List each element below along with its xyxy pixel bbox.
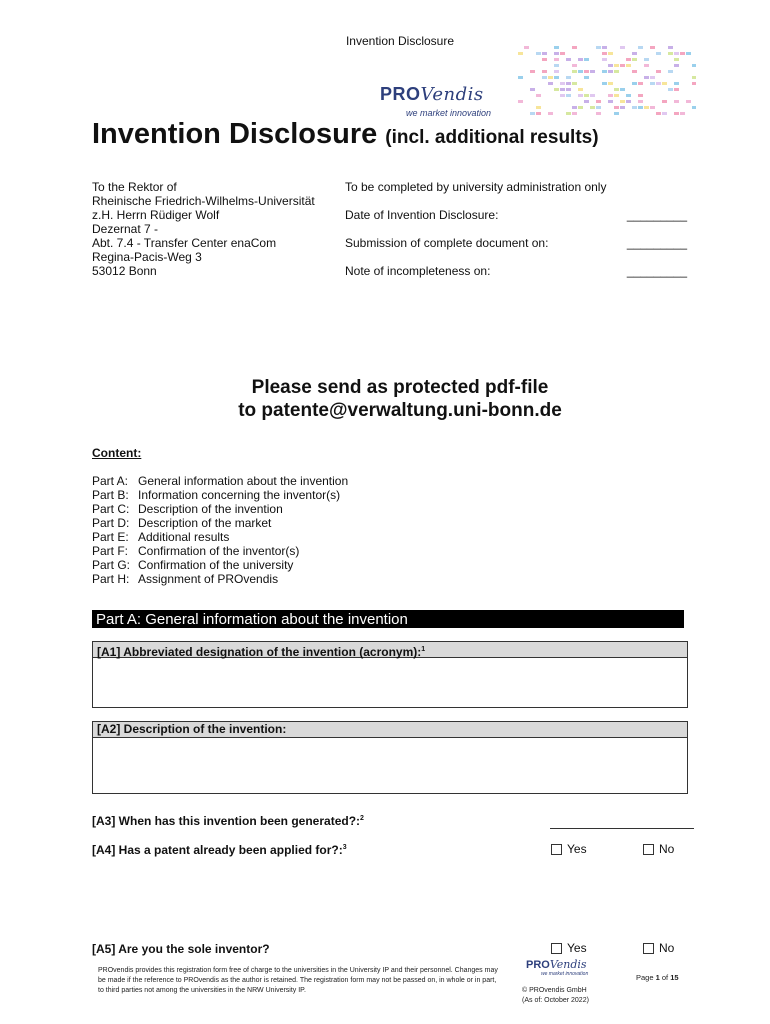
- logo-pixel: [554, 64, 559, 67]
- logo-pixel: [518, 100, 523, 103]
- logo-pixel: [674, 52, 679, 55]
- send-instructions: Please send as protected pdf-file to patente@verwaltung.uni-bonn.de: [0, 376, 770, 422]
- logo-pixel: [614, 88, 619, 91]
- a3-answer-field[interactable]: [550, 818, 694, 829]
- logo-pixel: [518, 52, 523, 55]
- logo-pixel: [590, 106, 595, 109]
- toc-item: Part F: Confirmation of the inventor(s): [92, 544, 300, 558]
- logo-pixel: [674, 64, 679, 67]
- logo-pixel: [644, 76, 649, 79]
- logo-pixel: [614, 106, 619, 109]
- footer-logo: PROVendis: [526, 958, 587, 971]
- logo-pixel: [572, 46, 577, 49]
- address-line: To the Rektor of: [92, 180, 177, 194]
- logo-pixel: [674, 82, 679, 85]
- toc-item: Part H: Assignment of PROvendis: [92, 572, 279, 586]
- logo-pixel: [530, 70, 535, 73]
- footer-as-of: (As of: October 2022): [522, 997, 589, 1004]
- logo-pixel: [542, 58, 547, 61]
- logo-pixel: [608, 70, 613, 73]
- logo-pixel: [602, 52, 607, 55]
- checkbox-icon: [551, 943, 562, 954]
- logo-pixel: [560, 82, 565, 85]
- logo-pixel: [602, 58, 607, 61]
- logo-pixel: [542, 52, 547, 55]
- address-line: Rheinische Friedrich-Wilhelms-Universität: [92, 194, 315, 208]
- logo-pixel: [638, 94, 643, 97]
- a5-yes-checkbox[interactable]: Yes: [551, 941, 587, 955]
- logo-pixel: [578, 88, 583, 91]
- logo-pixel: [626, 64, 631, 67]
- logo-pixel: [656, 70, 661, 73]
- logo-pixel: [614, 94, 619, 97]
- admin-row-submission: Submission of complete document on: _________: [345, 236, 687, 264]
- logo-pixel: [578, 58, 583, 61]
- admin-heading: To be completed by university administration only: [345, 180, 607, 194]
- logo-pixel: [566, 76, 571, 79]
- logo-pixel: [530, 88, 535, 91]
- logo-pixel: [596, 46, 601, 49]
- footer-copyright: © PROvendis GmbH (As of: October 2022): [522, 987, 589, 1004]
- a5-question: [A5] Are you the sole inventor?: [92, 942, 270, 956]
- content-heading: Content:: [92, 446, 142, 460]
- logo-pixel: [566, 112, 571, 115]
- logo-pixel: [614, 64, 619, 67]
- logo-pixel: [638, 46, 643, 49]
- logo-pixel: [578, 70, 583, 73]
- a5-no-checkbox[interactable]: No: [643, 941, 674, 955]
- logo-pixel: [650, 46, 655, 49]
- logo-pixel: [638, 82, 643, 85]
- logo-pixel: [608, 100, 613, 103]
- logo-pixel: [632, 106, 637, 109]
- admin-row-date: Date of Invention Disclosure: _________: [345, 208, 687, 236]
- a1-label: [A1] Abbreviated designation of the invention (acronym):$^1$: [93, 642, 687, 658]
- logo-pixel: [554, 58, 559, 61]
- checkbox-icon: [643, 943, 654, 954]
- logo-pixel: [578, 94, 583, 97]
- logo-pixel: [566, 94, 571, 97]
- logo-pixel: [602, 82, 607, 85]
- date-field[interactable]: _________: [626, 208, 687, 222]
- logo-pixel: [692, 106, 696, 109]
- logo-pixel: [548, 76, 553, 79]
- logo-pixel: [692, 76, 696, 79]
- logo-pixel: [656, 52, 661, 55]
- a1-box: [92, 641, 688, 708]
- logo-pixel: [608, 64, 613, 67]
- logo-pixel: [680, 112, 685, 115]
- toc-item: Part B: Information concerning the inventor(s): [92, 488, 341, 502]
- toc-item: Part A: General information about the invention: [92, 474, 349, 488]
- email-address: to patente@verwaltung.uni-bonn.de: [238, 400, 562, 421]
- a2-box: [92, 721, 688, 794]
- logo-pixel: [638, 106, 643, 109]
- logo-pixel: [554, 88, 559, 91]
- logo-pixel: [530, 112, 535, 115]
- a1-input[interactable]: [93, 658, 687, 707]
- logo-pixel: [668, 46, 673, 49]
- logo-pixel: [626, 100, 631, 103]
- logo-pixel: [686, 100, 691, 103]
- logo-pixel: [536, 106, 541, 109]
- logo-pixel: [608, 94, 613, 97]
- logo-pixel: [650, 106, 655, 109]
- logo-pixel: [632, 82, 637, 85]
- logo-pixel-pattern: [518, 46, 696, 118]
- logo-pixel: [602, 46, 607, 49]
- logo-tagline: we market innovation: [406, 108, 492, 118]
- logo-pixel: [674, 100, 679, 103]
- logo-pixel: [536, 94, 541, 97]
- logo-pixel: [614, 70, 619, 73]
- logo-pixel: [596, 112, 601, 115]
- logo-pixel: [656, 112, 661, 115]
- logo-pixel: [554, 46, 559, 49]
- address-line: z.H. Herrn Rüdiger Wolf: [92, 208, 220, 222]
- logo-pixel: [620, 106, 625, 109]
- address-line: 53012 Bonn: [92, 264, 157, 278]
- logo-pixel: [656, 82, 661, 85]
- logo-pixel: [632, 70, 637, 73]
- a2-label: [A2] Description of the invention:: [93, 722, 687, 738]
- logo-pixel: [560, 94, 565, 97]
- logo-pixel: [524, 46, 529, 49]
- submission-field[interactable]: _________: [626, 236, 687, 250]
- address-line: Dezernat 7 -: [92, 222, 159, 236]
- section-header-part-a: Part A: General information about the invention: [92, 610, 684, 628]
- logo-pixel: [674, 88, 679, 91]
- logo-pixel: [620, 88, 625, 91]
- logo-pixel: [542, 76, 547, 79]
- footer-logo-tagline: we market innovation: [541, 971, 589, 977]
- logo-pixel: [566, 82, 571, 85]
- logo-pixel: [584, 94, 589, 97]
- a2-input[interactable]: [93, 738, 687, 793]
- logo-pixel: [668, 88, 673, 91]
- table-of-contents: [92, 474, 348, 586]
- logo-pixel: [620, 46, 625, 49]
- logo-pixel: [548, 82, 553, 85]
- logo-pixel: [596, 100, 601, 103]
- logo-pixel: [554, 76, 559, 79]
- logo-pixel: [584, 70, 589, 73]
- logo-pixel: [668, 70, 673, 73]
- logo-pixel: [590, 70, 595, 73]
- toc-item: Part G: Confirmation of the university: [92, 558, 294, 572]
- logo-pixel: [644, 58, 649, 61]
- recipient-address: [92, 180, 315, 278]
- logo-pixel: [692, 82, 696, 85]
- logo-pixel: [650, 76, 655, 79]
- a4-no-checkbox[interactable]: No: [643, 842, 674, 856]
- logo-pixel: [596, 106, 601, 109]
- a3-question: [A3] When has this invention been generated?:$^2$: [92, 814, 364, 828]
- logo-pixel: [578, 106, 583, 109]
- page-title: Invention Disclosure (incl. additional results): [92, 118, 599, 150]
- a4-question: [A4] Has a patent already been applied for?:$^3$: [92, 843, 347, 857]
- logo-pixel: [608, 52, 613, 55]
- logo-pixel: [542, 70, 547, 73]
- logo-pixel: [518, 76, 523, 79]
- logo-pixel: [590, 94, 595, 97]
- logo-pixel: [584, 58, 589, 61]
- page-number: Page 1 of 15: [636, 973, 679, 982]
- logo-pixel: [566, 58, 571, 61]
- logo-pixel: [572, 64, 577, 67]
- address-line: Regina-Pacis-Weg 3: [92, 250, 202, 264]
- incompleteness-field[interactable]: _________: [626, 264, 687, 278]
- logo-pixel: [662, 100, 667, 103]
- logo-pixel: [662, 112, 667, 115]
- logo-pixel: [662, 82, 667, 85]
- logo-pixel: [584, 76, 589, 79]
- logo-pixel: [674, 112, 679, 115]
- toc-item: Part D: Description of the market: [92, 516, 272, 530]
- logo-pixel: [680, 52, 685, 55]
- logo-pixel: [668, 52, 673, 55]
- logo-pixel: [632, 52, 637, 55]
- footer-notice: PROvendis provides this registration form free of charge to the universities in the University IP and their personnel. Changes may be made if the reference to PROvendis as the author is retained. The registration form may not be passed on, in whole or in part, to third parties not among the universities in the NRW University IP.: [98, 967, 498, 994]
- logo-pixel: [602, 70, 607, 73]
- logo-pixel: [584, 100, 589, 103]
- page-subtitle: (incl. additional results): [385, 127, 599, 148]
- logo-pixel: [644, 64, 649, 67]
- logo-pixel: [686, 52, 691, 55]
- logo-pixel: [572, 82, 577, 85]
- logo-pixel: [644, 106, 649, 109]
- logo-pixel: [614, 112, 619, 115]
- logo-pixel: [560, 52, 565, 55]
- checkbox-icon: [643, 844, 654, 855]
- a4-yes-checkbox[interactable]: Yes: [551, 842, 587, 856]
- logo-pixel: [692, 64, 696, 67]
- logo-pixel: [650, 82, 655, 85]
- logo-pixel: [560, 88, 565, 91]
- logo-pixel: [536, 112, 541, 115]
- admin-row-incompleteness: Note of incompleteness on: _________: [345, 264, 687, 292]
- logo-pixel: [620, 100, 625, 103]
- logo-pixel: [608, 82, 613, 85]
- toc-item: Part C: Description of the invention: [92, 502, 283, 516]
- address-line: Abt. 7.4 - Transfer Center enaCom: [92, 236, 277, 250]
- toc-item: Part E: Additional results: [92, 530, 230, 544]
- logo-pixel: [554, 52, 559, 55]
- logo-pixel: [626, 94, 631, 97]
- logo-pixel: [674, 58, 679, 61]
- logo-pixel: [626, 58, 631, 61]
- logo-pixel: [638, 100, 643, 103]
- logo-pixel: [572, 70, 577, 73]
- provendis-logo: PROVendis: [380, 84, 484, 105]
- logo-pixel: [620, 64, 625, 67]
- admin-section: [345, 180, 687, 292]
- logo-pixel: [548, 112, 553, 115]
- running-header: Invention Disclosure: [345, 34, 455, 48]
- logo-pixel: [572, 112, 577, 115]
- logo-pixel: [632, 58, 637, 61]
- checkbox-icon: [551, 844, 562, 855]
- logo-pixel: [566, 88, 571, 91]
- logo-pixel: [572, 106, 577, 109]
- logo-pixel: [536, 52, 541, 55]
- logo-pixel: [554, 70, 559, 73]
